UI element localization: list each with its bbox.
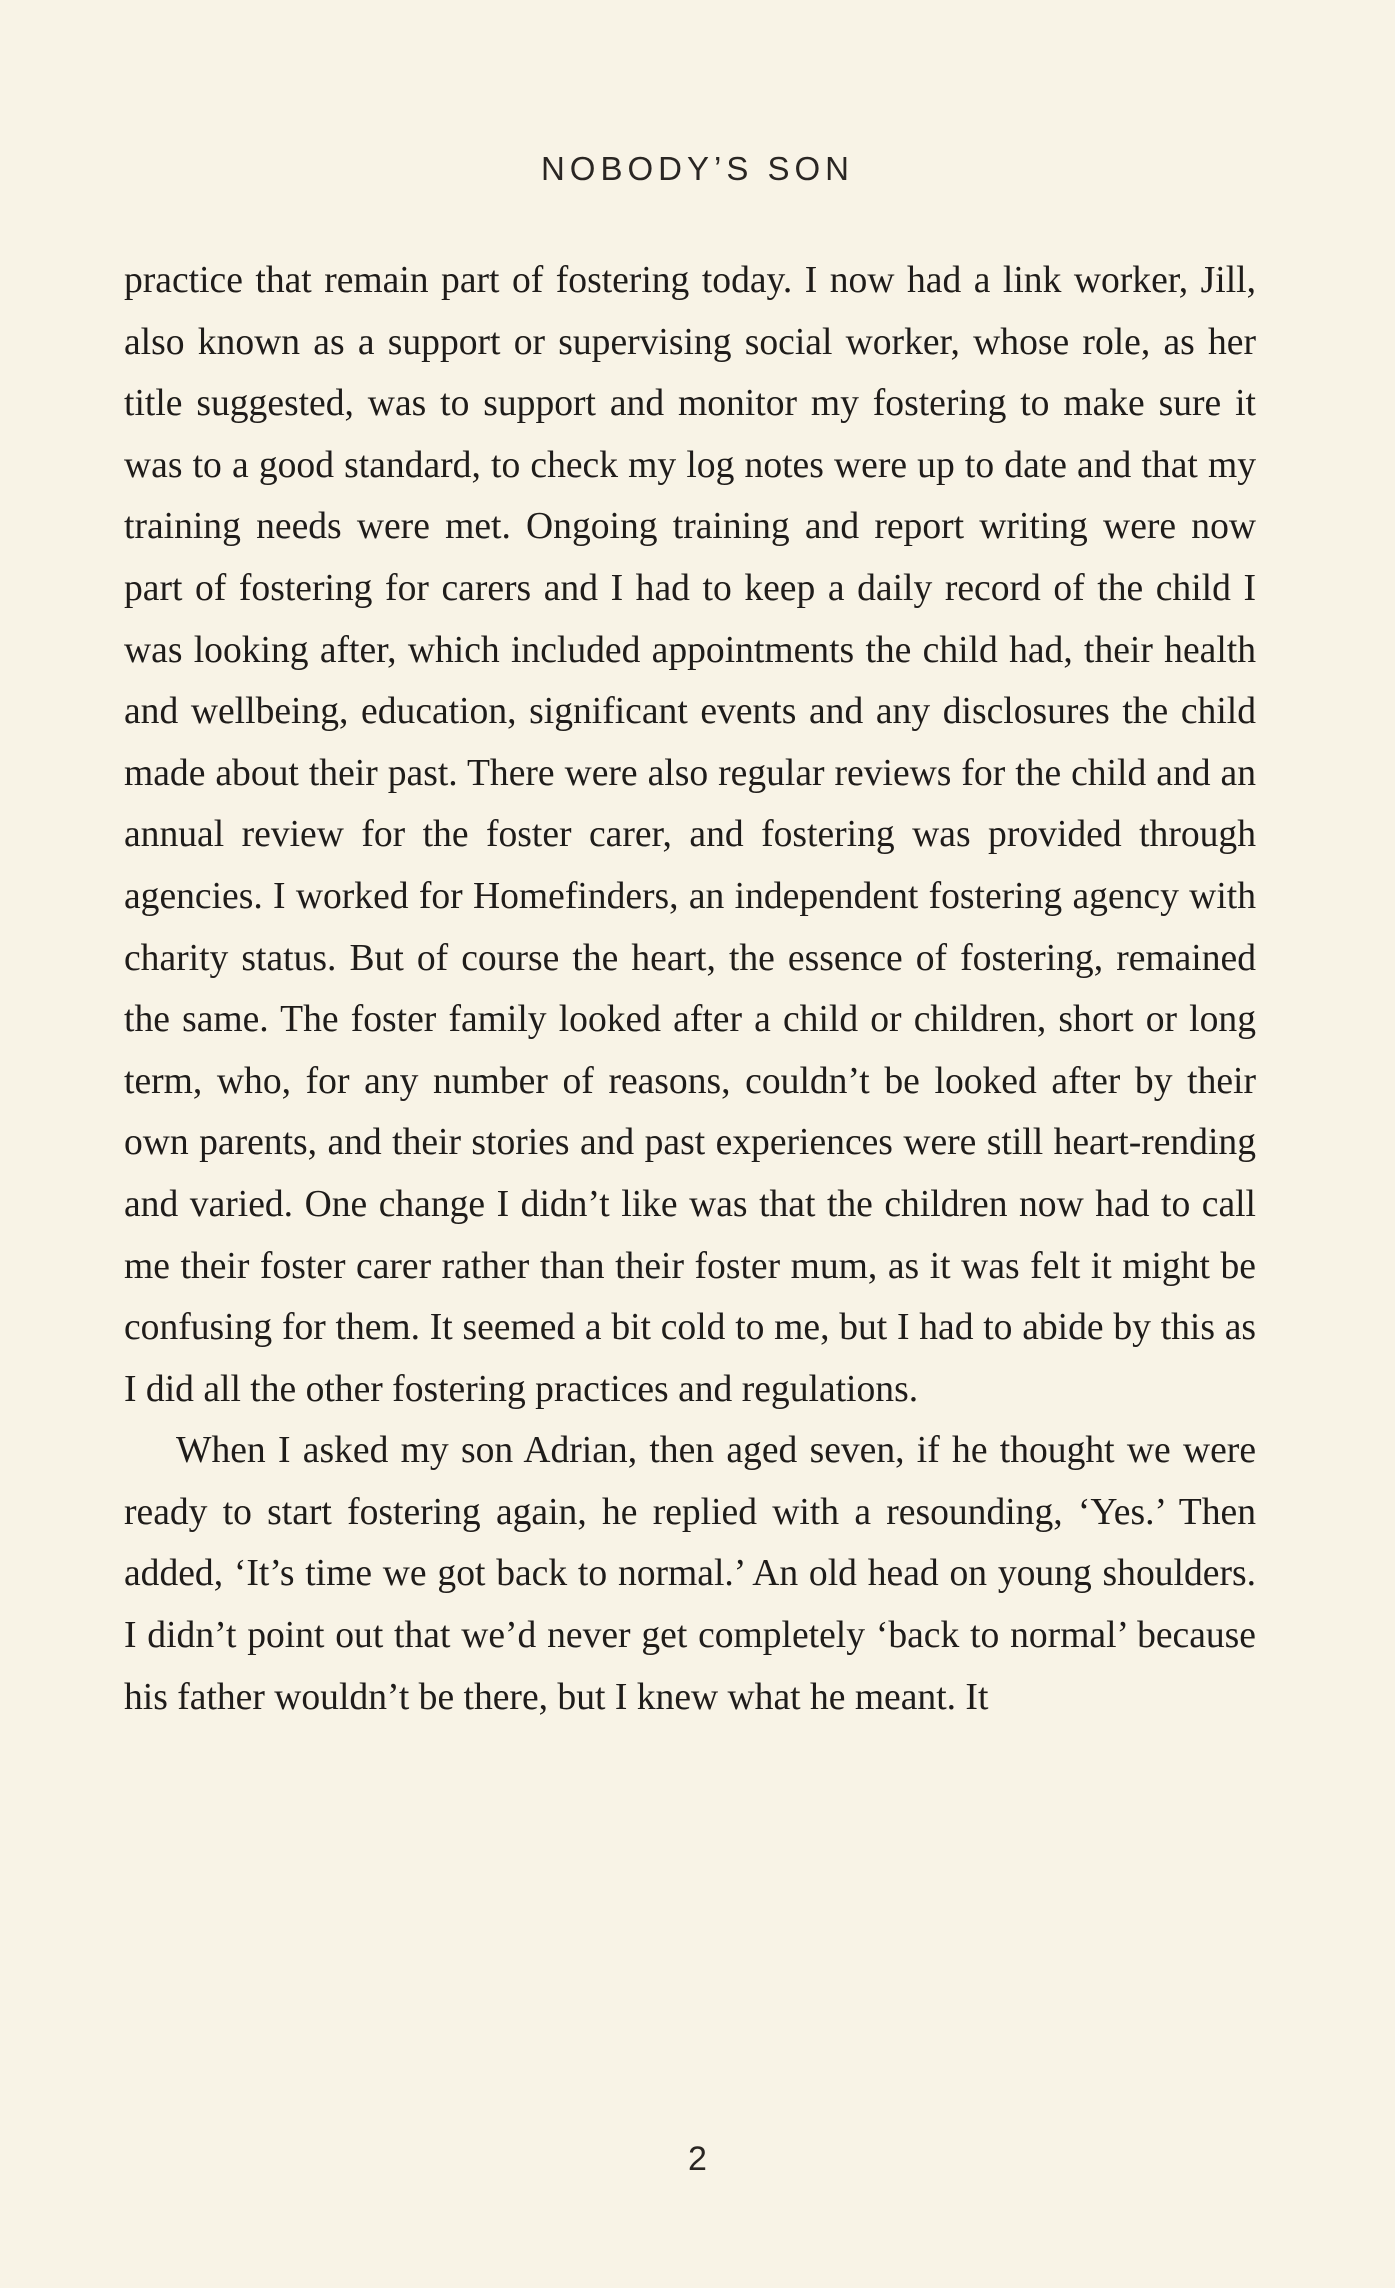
paragraph-adrian: When I asked my son Adrian, then aged seven, if he thought we were ready to start fostering again, he replied with a resounding, ‘Yes.’ Then added, ‘It’s time we got back to normal.’ An old head on young shoulders. I didn’t point out that we’d never get completely ‘back to normal’ because his father wouldn’t be there, but I knew what he meant. It: [124, 1430, 1256, 1718]
running-head: NOBODY’S SON: [540, 150, 855, 187]
paragraph-continued: practice that remain part of fostering today. I now had a link worker, Jill, also known as a support or supervising social worker, whose role, as her title suggested, was to support and monitor my fostering to make sure it was to a good standard, to check my log notes were up to date and that my training needs were met. Ongoing training and report writing were now part of fostering for carers and I had to keep a daily record of the child I was looking after, which included appointments the child had, their health and wellbeing, education, significant events and any disclosures the child made about their past. There were also regular reviews for the child and an annual review for the foster carer, and fostering was provided through agencies. I worked for Homefinders, an independent fostering agency with charity status. But of course the heart, the essence of fostering, remained the same. The foster family looked after a child or children, short or long term, who, for any number of reasons, couldn’t be looked after by their own parents, and their stories and past experiences were still heart-rending and varied. One change I didn’t like was that the children now had to call me their foster carer rather than their foster mum, as it was felt it might be confusing for them. It seemed a bit cold to me, but I had to abide by this as I did all the other fostering practices and regulations.: [124, 260, 1256, 1410]
page-number: 2: [688, 2140, 707, 2178]
body-text: [124, 250, 1256, 1728]
